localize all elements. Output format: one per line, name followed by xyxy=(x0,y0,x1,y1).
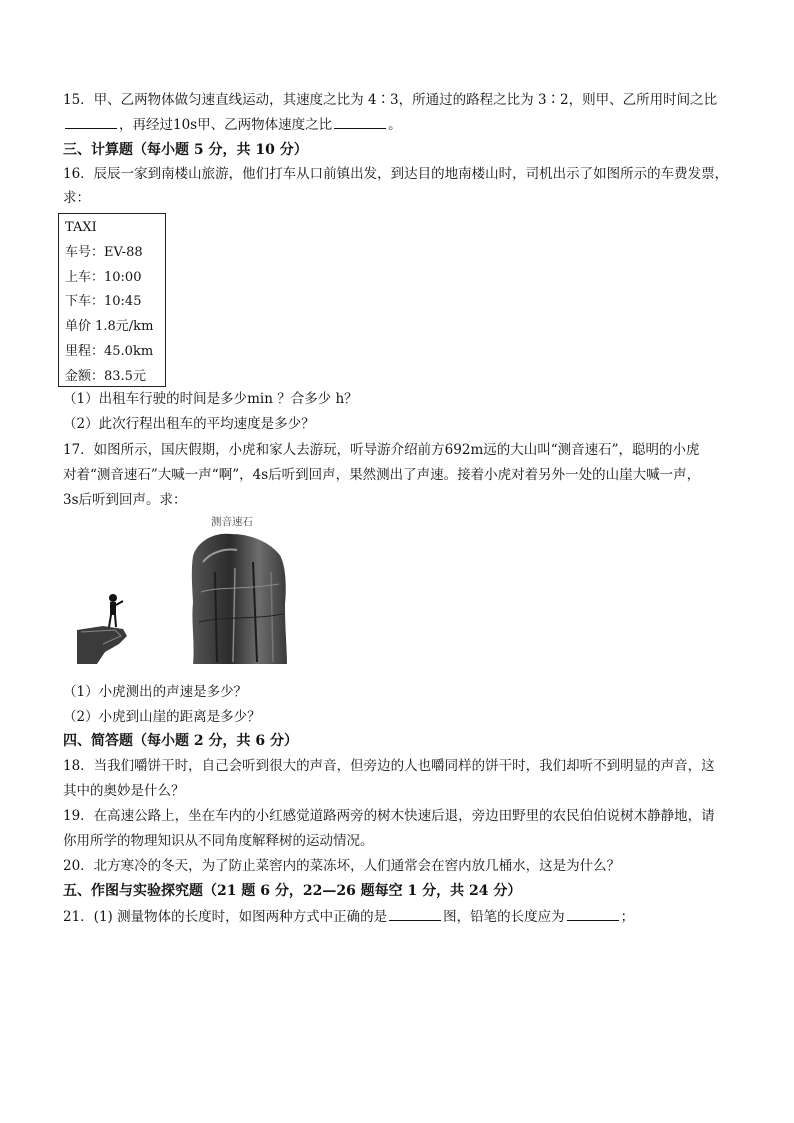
boy-figure xyxy=(109,594,123,627)
answer-blank[interactable] xyxy=(65,115,117,129)
q16-text-line2: 求： xyxy=(63,190,90,206)
q20-text: 20．北方寒冷的冬天，为了防止菜窖内的菜冻坏，人们通常会在窖内放几桶水，这是为什么？ xyxy=(63,858,621,874)
q21-text-mid: 图，铅笔的长度应为 xyxy=(443,909,565,925)
q16-sub1: （1）出租车行驶的时间是多少min ？合多少 h？ xyxy=(63,391,358,407)
q21-text-start: 21．(1) 测量物体的长度时，如图两种方式中正确的是 xyxy=(63,909,388,925)
q21-text xyxy=(63,907,634,927)
receipt-title: TAXI xyxy=(65,220,97,235)
receipt-unit-price: 单价 1.8元/km xyxy=(65,319,154,335)
q17-text-line2: 对着“测音速石”大喊一声“啊”，4s后听到回声，果然测出了声速。接着小虎对着另外一处的山崖大喊一声， xyxy=(63,467,701,483)
section-5-title: 五、作图与实验探究题（21 题 6 分，22—26 题每空 1 分，共 24 分） xyxy=(63,883,522,899)
receipt-alight-time: 下车：10:45 xyxy=(65,294,142,310)
q18-text-line2: 其中的奥妙是什么？ xyxy=(63,783,185,799)
q16-text-line1: 16．辰辰一家到南楼山旅游，他们打车从口前镇出发，到达目的地南楼山时，司机出示了如图所示的车费发票， xyxy=(63,166,729,182)
echo-figure xyxy=(75,512,295,672)
cliff-illustration xyxy=(75,512,295,672)
q18-text-line1: 18．当我们嚼饼干时，自己会听到很大的声音，但旁边的人也嚼同样的饼干时，我们却听不到明显的声音，这 xyxy=(63,758,715,774)
q15-text-line2 xyxy=(63,115,402,135)
q17-text-line1: 17．如图所示，国庆假期，小虎和家人去游玩，听导游介绍前方692m远的大山叫“测音速石”，聪明的小虎 xyxy=(63,442,700,458)
q16-sub2: （2）此次行程出租车的平均速度是多少？ xyxy=(63,416,315,432)
q17-sub1: （1）小虎测出的声速是多少？ xyxy=(63,684,248,700)
q15-text-line1: 15．甲、乙两物体做匀速直线运动，其速度之比为 4∶3，所通过的路程之比为 3∶2，则甲、乙所用时间之比 xyxy=(63,92,718,108)
taxi-receipt xyxy=(58,213,166,387)
q17-text-line3: 3s后听到回声。求： xyxy=(63,492,187,508)
rock-label: 测音速石 xyxy=(211,516,253,528)
answer-blank[interactable] xyxy=(567,907,619,921)
q17-sub2: （2）小虎到山崖的距离是多少？ xyxy=(63,709,261,725)
receipt-amount: 金额：83.5元 xyxy=(65,368,146,384)
q19-text-line1: 19．在高速公路上，坐在车内的小红感觉道路两旁的树木快速后退，旁边田野里的农民伯伯说树木静静地，请 xyxy=(63,808,715,824)
receipt-distance: 里程：45.0km xyxy=(65,343,154,359)
section-3-title: 三、计算题（每小题 5 分，共 10 分） xyxy=(63,142,308,158)
q19-text-line2: 你用所学的物理知识从不同角度解释树的运动情况。 xyxy=(63,833,374,849)
q15-text-end: 。 xyxy=(388,117,402,133)
q15-text-mid: ，再经过10s甲、乙两物体速度之比 xyxy=(119,117,333,133)
receipt-car-number: 车号：EV-88 xyxy=(65,244,143,260)
receipt-board-time: 上车：10:00 xyxy=(65,269,142,285)
q21-text-end: ； xyxy=(620,909,635,925)
section-4-title: 四、简答题（每小题 2 分，共 6 分） xyxy=(63,733,298,749)
answer-blank[interactable] xyxy=(389,907,441,921)
answer-blank[interactable] xyxy=(334,115,386,129)
